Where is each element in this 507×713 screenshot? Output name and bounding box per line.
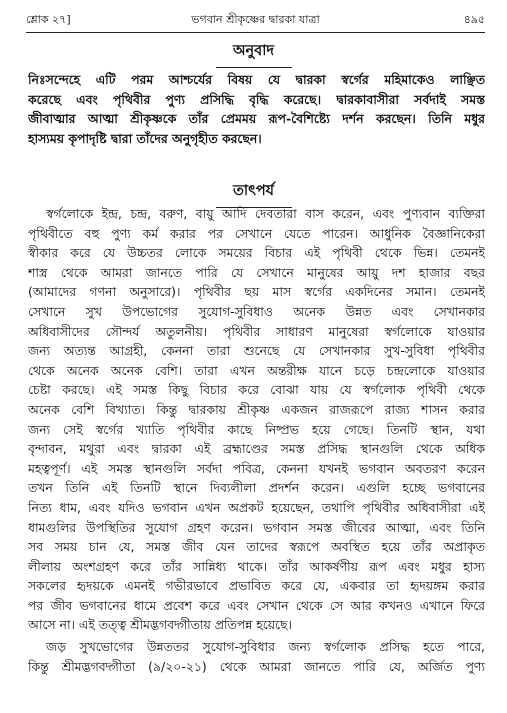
purport-line: (আমাদের গণনা অনুসারে)। পৃথিবীর ছয় মাস স্বর্গের একদিনের সমান। তেমনই: [28, 284, 485, 300]
purport-line: মহত্বপূর্ণ। এই সমস্ত স্থানগুলি সর্বদা পবিত্র, কেননা যখনই ভগবান অবতরণ করেন: [28, 460, 485, 476]
running-header: [26, 11, 485, 29]
purport-line: সব সময় চান যে, সমস্ত জীব যেন তাদের স্বরূপে অবস্থিত হয়ে তাঁর অপ্রাকৃত: [28, 539, 485, 555]
purport-line: চেষ্টা করছে। এই সমস্ত কিছু বিচার করে বোঝা যায় যে স্বর্গলোক পৃথিবী থেকে: [28, 382, 485, 398]
purport-line: লীলায় অংশগ্রহণ করে তাঁর সান্নিধ্য থাকে। তাঁর আকর্ষণীয় রূপ এবং মধুর হাস্য: [28, 558, 485, 574]
heading-underline: [216, 67, 292, 68]
header-rule: [26, 32, 485, 33]
purport-line: পর জীব ভগবানের ধামে প্রবেশ করে এবং সেখান থেকে সে আর কখনও এখানে ফিরে: [28, 597, 485, 613]
purport-line: অনেক বেশি বিখ্যাত। কিন্তু দ্বারকায় শ্রীকৃষ্ণ একজন রাজরূপে রাজ্য শাসন করার: [28, 401, 485, 417]
purport-line: কিন্তু শ্রীমদ্ভগবদ্গীতা (৯/২০-২১) থেকে আমরা জানতে পারি যে, অর্জিত পুণ্য: [28, 658, 485, 674]
purport-line: জড় সুখভোগের উন্নততর সুযোগ-সুবিধার জন্য স্বর্গলোক প্রসিদ্ধ হতে পারে,: [46, 639, 485, 654]
purport-line: আসে না। এই তত্ত্ব শ্রীমদ্ভগবদ্গীতায় প্রতিপন্ন হয়েছে।: [28, 617, 292, 633]
purport-line: স্বীকার করে যে উচ্চতর লোকে সময়ের বিচার এই পৃথিবী থেকে ভিন্ন। তেমনই: [28, 245, 485, 261]
purport-paragraph-2: [28, 637, 485, 676]
purport-line: জন্য অত্যন্ত আগ্রহী, কেননা তারা শুনেছে যে সেখানকার সুখ-সুবিধা পৃথিবীর: [28, 343, 485, 359]
purport-line: স্বর্গলোকে ইন্দ্র, চন্দ্র, বরুণ, বায়ু আদি দেবতারা বাস করেন, এবং পুণ্যবান ব্যক্তিরা: [46, 206, 485, 221]
translation-text: [28, 70, 485, 148]
purport-line: নিত্য ধাম, এবং যদিও ভগবান এখন অপ্রকট হয়েছেন, তথাপি পৃথিবীর অধিবাসীরা এই: [28, 499, 485, 515]
translation-line: জীবাত্মার আত্মা শ্রীকৃষ্ণকে তাঁর প্রেমময় রূপ-বৈশিষ্ট্যে দর্শন করছেন। তিনি মধুর: [28, 111, 485, 127]
purport-line: বৃন্দাবন, মথুরা এবং দ্বারকা এই ব্রহ্মাণ্ডের সমস্ত প্রসিদ্ধ স্থানগুলি থেকে অধিক: [28, 441, 485, 457]
translation-heading: অনুবাদ: [0, 40, 507, 68]
page-number: ৪৯৫: [463, 12, 485, 26]
purport-line: জন্য সেই স্বর্গের খ্যাতি পৃথিবীর কাছে নিষ্প্রভ হয়ে গেছে। তিনটি স্থান, যথা: [28, 421, 485, 437]
purport-line: ধামগুলির উপস্থিতির সুযোগ গ্রহণ করেন। ভগবান সমস্ত জীবের আত্মা, এবং তিনি: [28, 519, 485, 535]
purport-heading: তাৎপর্য: [0, 180, 507, 208]
chapter-title: ভগবান শ্রীকৃষ্ণের দ্বারকা যাত্রা: [191, 12, 320, 26]
verse-number: শ্লোক ২৭]: [26, 12, 71, 26]
purport-line: সেখানে সুখ উপভোগের সুযোগ-সুবিধাও অনেক উন্নত এবং সেখানকার: [28, 303, 485, 319]
purport-line: অধিবাসীদের সৌন্দর্য অতুলনীয়। পৃথিবীর সাধারণ মানুষেরা স্বর্গলোকে যাওয়ার: [28, 323, 485, 339]
purport-line: থেকে অনেক অনেক বেশি। তারা এখন অন্তরীক্ষ যানে চড়ে চন্দ্রলোকে যাওয়ার: [28, 362, 485, 378]
purport-line: সকলের হৃদয়কে এমনই গভীরভাবে প্রভাবিত করে যে, একবার তা হৃদয়ঙ্গম করার: [28, 578, 485, 594]
purport-line: পৃথিবীতে বহু পুণ্য কর্ম করার পর সেখানে যেতে পারেন। আধুনিক বৈজ্ঞানিকেরা: [28, 225, 485, 241]
translation-line: করেছে এবং পৃথিবীর পুণ্য প্রসিদ্ধি বৃদ্ধি করেছে। দ্বারকাবাসীরা সর্বদাই সমস্ত: [28, 91, 485, 107]
purport-line: শাস্ত্র থেকে আমরা জানতে পারি যে সেখানে মানুষের আয়ু দশ হাজার বছর: [28, 264, 485, 280]
translation-line: হাস্যময় কৃপাদৃষ্টি দ্বারা তাঁদের অনুগৃহীত করছেন।: [28, 130, 262, 146]
purport-line: তখন তিনি এই তিনটি স্থানে দিব্যলীলা প্রদর্শন করেন। এগুলি হচ্ছে ভগবানের: [28, 480, 485, 496]
translation-line: নিঃসন্দেহে এটি পরম আশ্চর্যের বিষয় যে দ্বারকা স্বর্গের মহিমাকেও লাঞ্ছিত: [28, 72, 485, 87]
purport-paragraph-1: [28, 204, 485, 635]
